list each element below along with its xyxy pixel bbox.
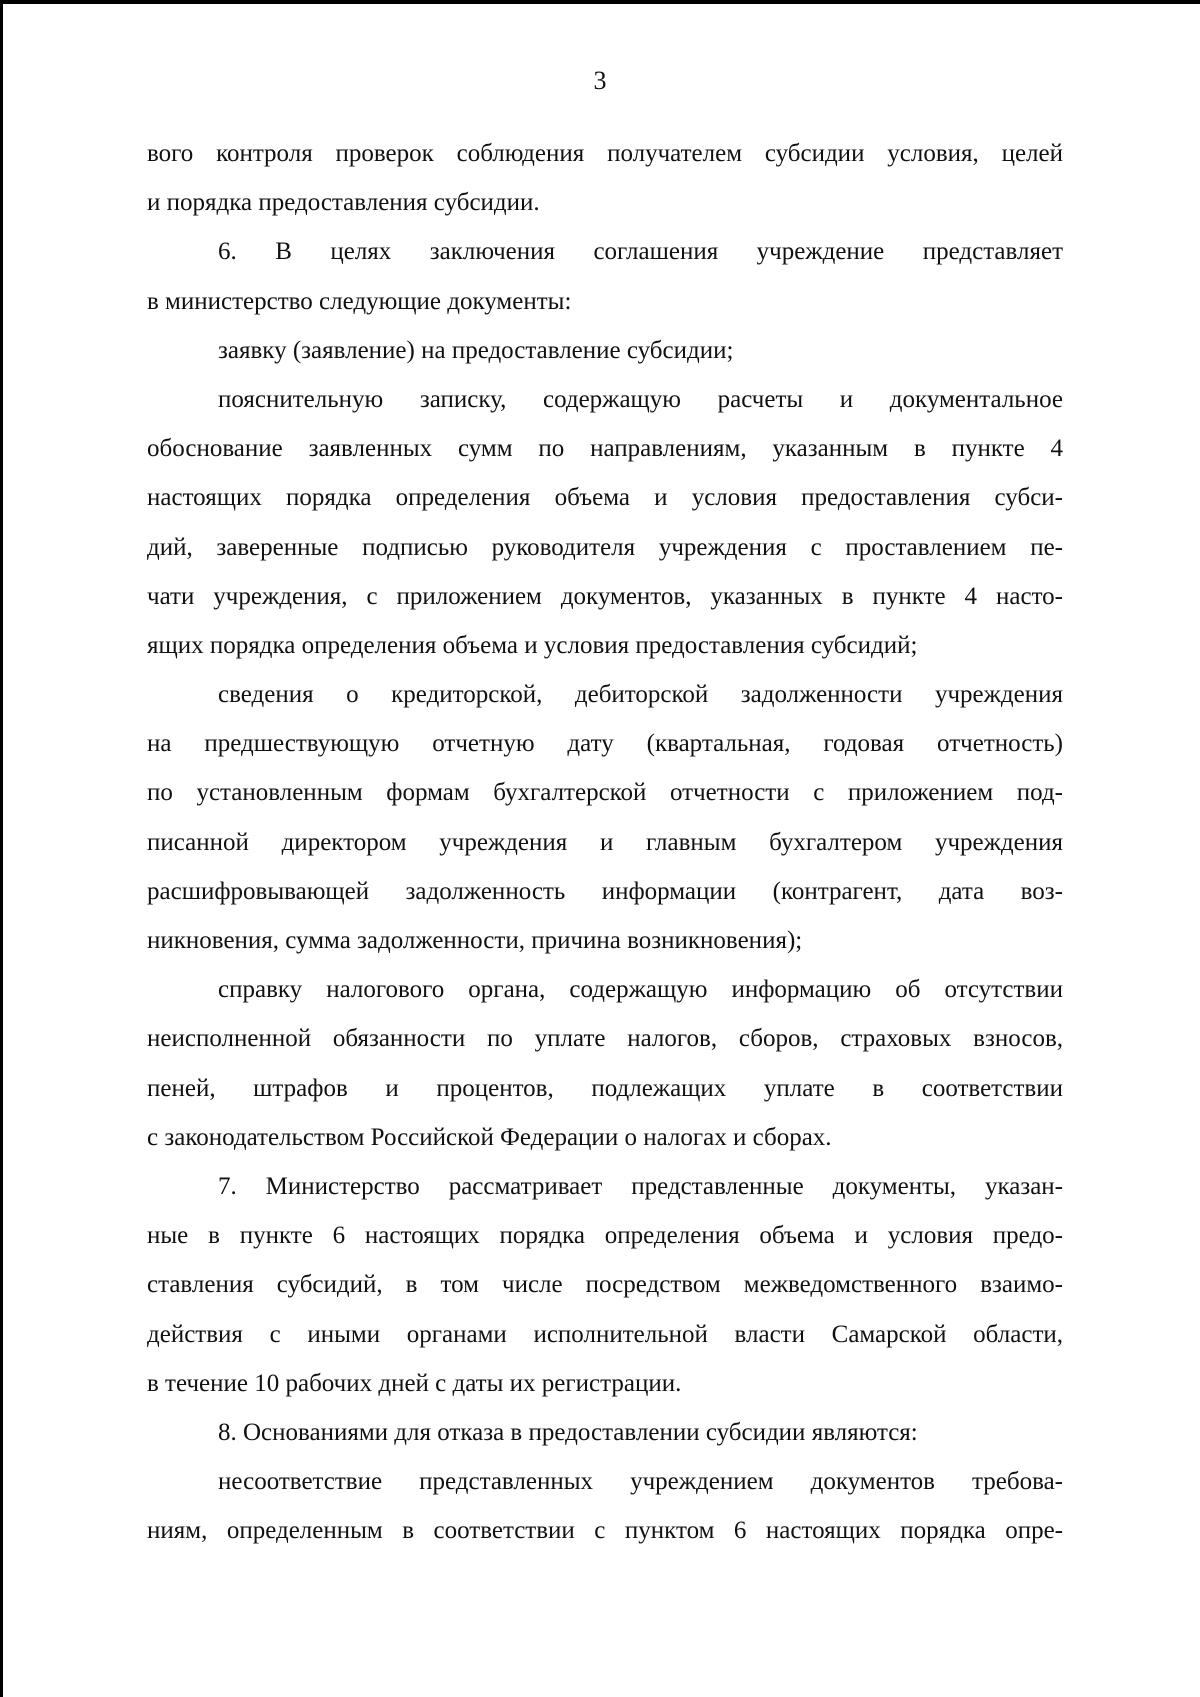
text-line: обоснование заявленных сумм по направлениям, указанным в пункте 4 [147,435,1063,463]
text-line: писанной директором учреждения и главным бухгалтером учреждения [147,828,1063,856]
text-line: неисполненной обязанности по уплате налогов, сборов, страховых взносов, [147,1025,1063,1053]
text-line: в министерство следующие документы: [147,287,572,315]
text-line: ные в пункте 6 настоящих порядка определения объема и условия предо- [147,1222,1063,1250]
text-line: несоответствие представленных учреждением документов требова- [218,1468,1063,1496]
text-line: справку налогового органа, содержащую информацию об отсутствии [218,976,1063,1004]
document-body [147,136,1063,1562]
text-line: никновения, сумма задолженности, причина возникновения); [147,927,803,954]
text-line: по установленным формам бухгалтерской отчетности с приложением под- [147,779,1063,807]
text-line: ставления субсидий, в том числе посредством межведомственного взаимо- [147,1271,1063,1299]
page-number: 3 [593,66,607,95]
text-line: в течение 10 рабочих дней с даты их регистрации. [147,1369,682,1397]
text-line: 8. Основаниями для отказа в предоставлении субсидии являются: [218,1418,918,1446]
scan-border-left [0,0,3,1697]
text-line: вого контроля проверок соблюдения получателем субсидии условия, целей [147,140,1063,167]
text-line: настоящих порядка определения объема и условия предоставления субси- [147,484,1063,512]
text-line: ящих порядка определения объема и условия предоставления субсидий; [147,631,918,659]
text-line: пояснительную записку, содержащую расчеты и документальное [218,385,1063,413]
text-line: заявку (заявление) на предоставление субсидии; [218,336,734,364]
text-line: 6. В целях заключения соглашения учреждение представляет [218,238,1063,266]
scan-border-top [0,0,1200,4]
text-line: дий, заверенные подписью руководителя учреждения с проставлением пе- [147,533,1063,561]
text-line: чати учреждения, с приложением документов, указанных в пункте 4 насто- [147,582,1063,610]
text-line: сведения о кредиторской, дебиторской задолженности учреждения [218,681,1063,709]
text-line: действия с иными органами исполнительной власти Самарской области, [147,1320,1063,1348]
text-line: с законодательством Российской Федерации о налогах и сборах. [147,1123,832,1151]
text-line: и порядка предоставления субсидии. [147,189,540,217]
text-line: пеней, штрафов и процентов, подлежащих уплате в соответствии [147,1074,1063,1102]
text-line: 7. Министерство рассматривает представленные документы, указан- [218,1172,1063,1200]
text-line: на предшествующую отчетную дату (квартальная, годовая отчетность) [147,730,1063,758]
text-line: ниям, определенным в соответствии с пунктом 6 настоящих порядка опре- [147,1517,1063,1545]
text-line: расшифровывающей задолженность информации (контрагент, дата воз- [147,877,1063,905]
